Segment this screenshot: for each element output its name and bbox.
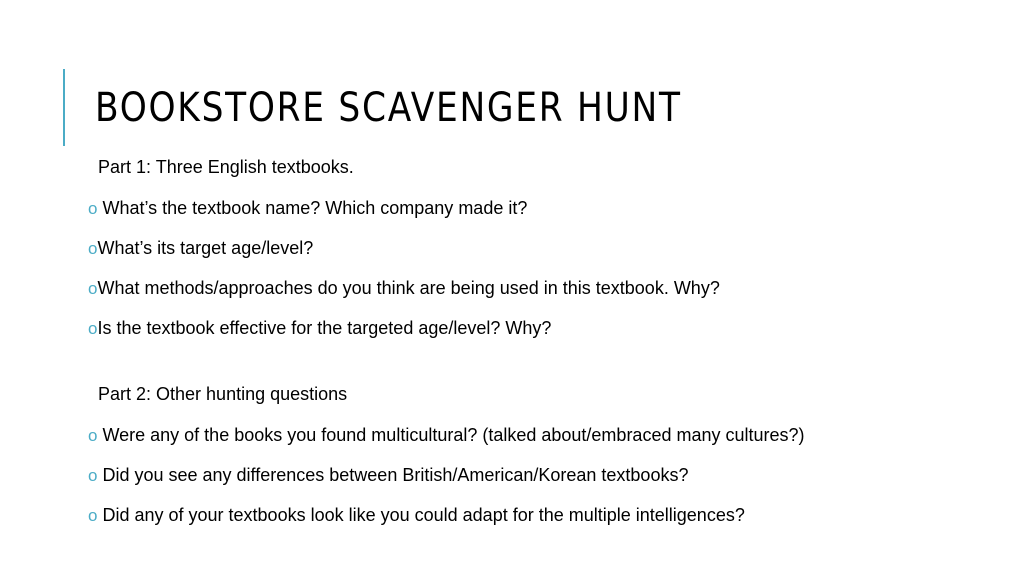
part2-item-text: Were any of the books you found multicultural? (talked about/embraced many cultures?): [97, 425, 805, 445]
part2-list-item: [88, 463, 688, 488]
slide-title: BOOKSTORE SCAVENGER HUNT: [95, 85, 682, 131]
part2-list-item: [88, 503, 745, 528]
bullet-icon: o: [88, 319, 98, 338]
part2-item-text: Did you see any differences between British/American/Korean textbooks?: [97, 465, 689, 485]
bullet-icon: o: [88, 506, 98, 525]
part1-list-item: [88, 316, 551, 341]
part1-list-item: [88, 276, 720, 301]
bullet-icon: o: [88, 466, 98, 485]
bullet-icon: o: [88, 199, 98, 218]
title-accent-line: [63, 69, 65, 146]
part2-heading: Part 2: Other hunting questions: [98, 384, 348, 404]
part1-list-item: [88, 236, 313, 261]
part1-item-text: What methods/approaches do you think are being used in this textbook. Why?: [97, 278, 720, 298]
part2-item-text: Did any of your textbooks look like you could adapt for the multiple intelligences?: [97, 505, 745, 525]
part1-item-text: What’s its target age/level?: [97, 238, 314, 258]
part1-item-text: Is the textbook effective for the targeted age/level? Why?: [97, 318, 552, 338]
bullet-icon: o: [88, 279, 98, 298]
bullet-icon: o: [88, 426, 98, 445]
part1-list-item: [88, 196, 527, 221]
part1-item-text: What’s the textbook name? Which company made it?: [97, 198, 528, 218]
part1-heading: Part 1: Three English textbooks.: [98, 157, 354, 177]
part2-list-item: [88, 423, 805, 448]
bullet-icon: o: [88, 239, 98, 258]
